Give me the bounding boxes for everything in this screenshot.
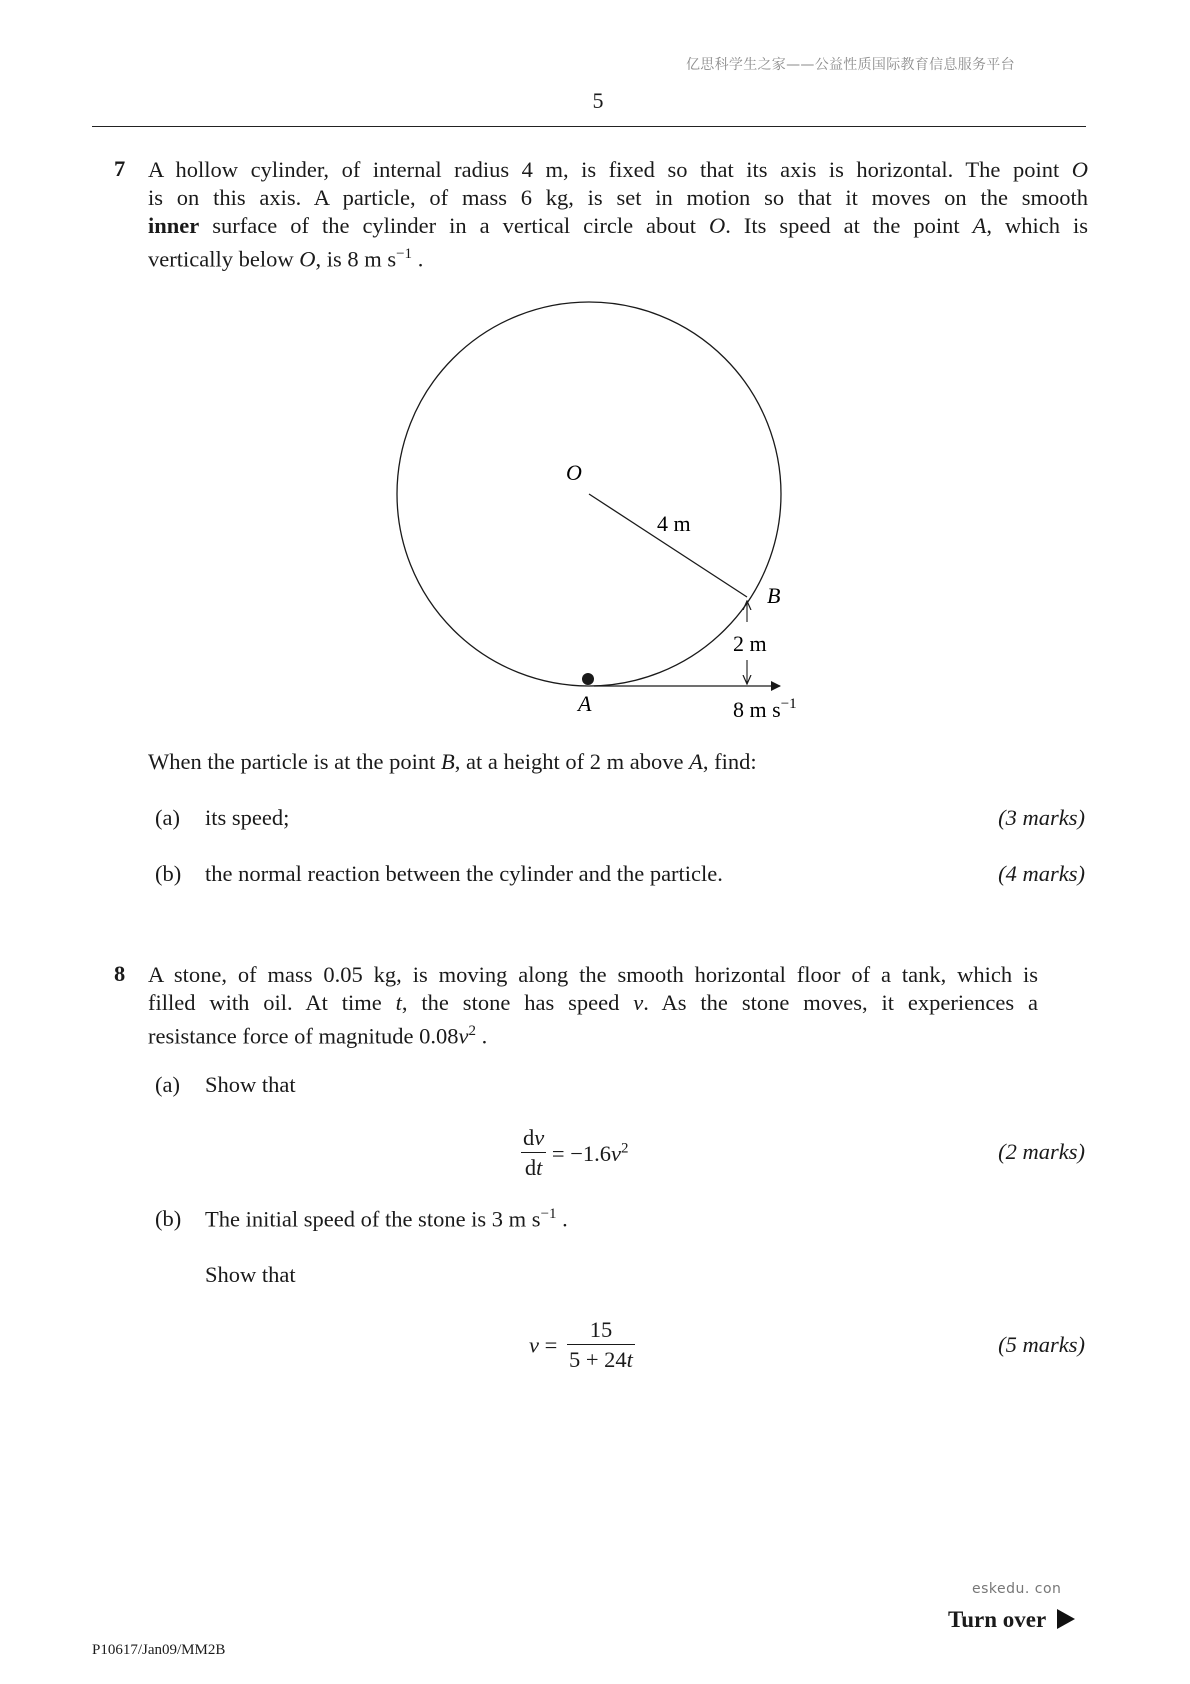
q7-line-2: is on this axis. A particle, of mass 6 kg, is set in motion so that it moves on the smooth <box>148 185 1088 210</box>
q8-part-a-text: Show that <box>205 1072 296 1097</box>
q7-part-b-marks: (4 marks) <box>998 861 1085 886</box>
footer-watermark: eskedu. con <box>972 1581 1062 1597</box>
q8-part-b-text-2: Show that <box>205 1262 296 1287</box>
q7-prompt: When the particle is at the point B, at a height of 2 m above A, find: <box>148 749 757 774</box>
label-speed <box>733 696 797 722</box>
q8-part-b-text: The initial speed of the stone is 3 m $s^{-1}$ . <box>205 1206 568 1232</box>
q8-part-b-label: (b) <box>155 1206 182 1231</box>
page-number: 5 <box>592 88 604 113</box>
q7-line-4: vertically below O, is 8 m $s^{-1}$ . <box>148 246 424 272</box>
triangle-right-icon <box>1056 1608 1076 1630</box>
q8-line-3: resistance force of magnitude $0.08v^2$ . <box>148 1023 488 1049</box>
label-A: A <box>578 691 592 716</box>
fraction-numerator: dv <box>521 1124 546 1153</box>
dv-dt-fraction <box>521 1124 546 1183</box>
q7-part-b-label: (b) <box>155 861 182 886</box>
question-7-number: 7 <box>114 156 126 181</box>
q7-part-a-marks: (3 marks) <box>998 805 1085 830</box>
q7-part-b-text: the normal reaction between the cylinder and the particle. <box>205 861 723 886</box>
turn-over-label: Turn over <box>948 1607 1046 1632</box>
q8-part-b-equation <box>529 1316 635 1375</box>
paper-code: P10617/Jan09/MM2B <box>92 1642 226 1658</box>
q8-part-a-marks: (2 marks) <box>998 1139 1085 1164</box>
q8-part-a-label: (a) <box>155 1072 180 1097</box>
fraction-denominator: 5 + 24t <box>568 1347 633 1372</box>
label-speed-value: 8 m s <box>733 697 781 722</box>
label-B: B <box>767 583 781 608</box>
radius-line <box>589 494 747 597</box>
q8-line-2: filled with oil. At time t, the stone has speed v. As the stone moves, it experiences a <box>148 990 1038 1015</box>
q7-line-3: inner surface of the cylinder in a vertical circle about O. Its speed at the point A, which is <box>148 213 1088 238</box>
header-watermark: 亿思科学生之家——公益性质国际教育信息服务平台 <box>686 57 1015 73</box>
label-O: O <box>566 460 582 485</box>
label-radius: 4 m <box>657 511 691 536</box>
fraction-numerator: 15 <box>567 1316 635 1345</box>
question-8-text <box>148 961 1038 1051</box>
question-8-number: 8 <box>114 961 126 986</box>
particle-dot <box>582 673 594 685</box>
equation-rhs: = $-1.6v^2$ <box>551 1140 629 1166</box>
q7-part-a-label: (a) <box>155 805 180 830</box>
circle-diagram <box>0 0 1190 760</box>
equation-lhs: v = <box>529 1332 558 1358</box>
q8-part-a-equation <box>521 1124 629 1183</box>
turn-over <box>948 1607 1076 1633</box>
label-height: 2 m <box>733 631 767 656</box>
fraction-denominator: dt <box>524 1155 543 1180</box>
q7-part-a-text: its speed; <box>205 805 290 830</box>
q8-line-1: A stone, of mass 0.05 kg, is moving along the smooth horizontal floor of a tank, which is <box>148 962 1038 987</box>
speed-fraction <box>567 1316 635 1375</box>
q7-line-1: A hollow cylinder, of internal radius 4 m, is fixed so that its axis is horizontal. The point O <box>148 157 1088 182</box>
label-speed-exponent: −1 <box>780 696 797 712</box>
q8-part-b-marks: (5 marks) <box>998 1332 1085 1357</box>
